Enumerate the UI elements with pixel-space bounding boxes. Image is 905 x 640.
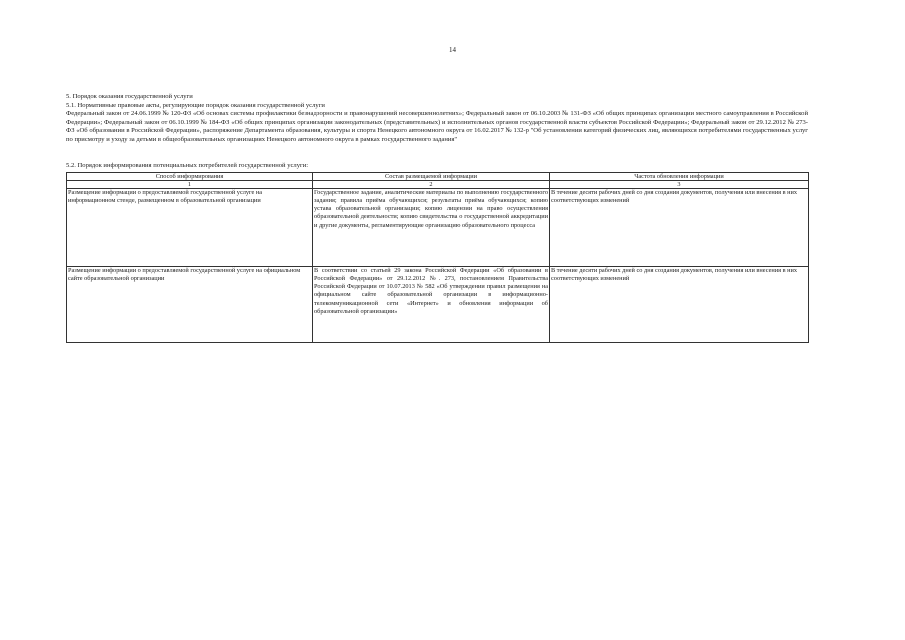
- header-frequency: Частота обновления информации: [550, 173, 809, 181]
- table-row: [67, 267, 809, 343]
- table-row: [67, 189, 809, 267]
- cell-frequency: В течение десяти рабочих дней со дня создания документов, получения или внесения в них соответствующих изменений: [550, 267, 809, 343]
- page-number: 14: [449, 46, 456, 54]
- cell-content: В соответствии со статьей 29 закона Российской Федерации «Об образовании в Российской Федерации» от 29.12.2012 №. 273, постановлением Правительства Российской Федерации от 10.07.2013 № 582 «Об утверждении правил размещения на официальном сайте образовательной организации в информационно-телекоммуникационной сети «Интернет» и обновления информации об образовательной организации»: [313, 267, 550, 343]
- cell-content: Государственное задание, аналитические материалы по выполнению государственного задания; правила приёма обучающихся; результаты приёма обучающихся; копию устава образовательной организации; копию лицензии на право осуществления образовательной деятельности; копию свидетельства о государственной аккредитации и другие документы, регламентирующие организацию образовательного процесса: [313, 189, 550, 267]
- header-content: Состав размещаемой информации: [313, 173, 550, 181]
- column-number-2: 2: [313, 181, 550, 189]
- information-table: [66, 172, 809, 343]
- column-number-1: 1: [67, 181, 313, 189]
- cell-frequency: В течение десяти рабочих дней со дня создания документов, получения или внесения в них соответствующих изменений: [550, 189, 809, 267]
- header-method: Способ информирования: [67, 173, 313, 181]
- cell-method: Размещение информации о предоставляемой государственной услуге на информационном стенде, размещенном в образовательной организации: [67, 189, 313, 267]
- column-number-3: 3: [550, 181, 809, 189]
- document-body: [66, 93, 808, 343]
- section-5-2-title: 5.2. Порядок информирования потенциальных потребителей государственной услуги:: [66, 161, 309, 169]
- section-5-title: 5. Порядок оказания государственной услуги: [66, 93, 193, 100]
- cell-method: Размещение информации о предоставляемой государственной услуге на официальном сайте образовательной организации: [67, 267, 313, 343]
- section-5-1-title: 5.1. Нормативные правовые акты, регулирующие порядок оказания государственной услуги: [66, 101, 325, 109]
- legal-acts-text: Федеральный закон от 24.06.1999 № 120-ФЗ «Об основах системы профилактики безнадзорности и правонарушений несовершеннолетних»; Федеральный закон от 06.10.2003 № 131-ФЗ «Об общих принципах организации местного самоуправления в Российской Федерации»; Федеральный закон от 06.10.1999 № 184-ФЗ «Об общих принципах организации законодательных (представительных) и исполнительных органов государственной власти субъектов Российской Федерации»; Федеральный закон от 29.12.2012 № 273-ФЗ «Об образовании в Российской Федерации», распоряжение Департамента образования, культуры и спорта Ненецкого автономного округа от 16.02.2017 № 132-р "Об установлении категорий физических лиц, являющихся потребителями государственных услуг по присмотру и уходу за детьми в общеобразовательных организациях Ненецкого автономного округа в рамках государственного задания": [66, 110, 808, 143]
- column-number-row: [67, 181, 809, 189]
- table-header-row: [67, 173, 809, 181]
